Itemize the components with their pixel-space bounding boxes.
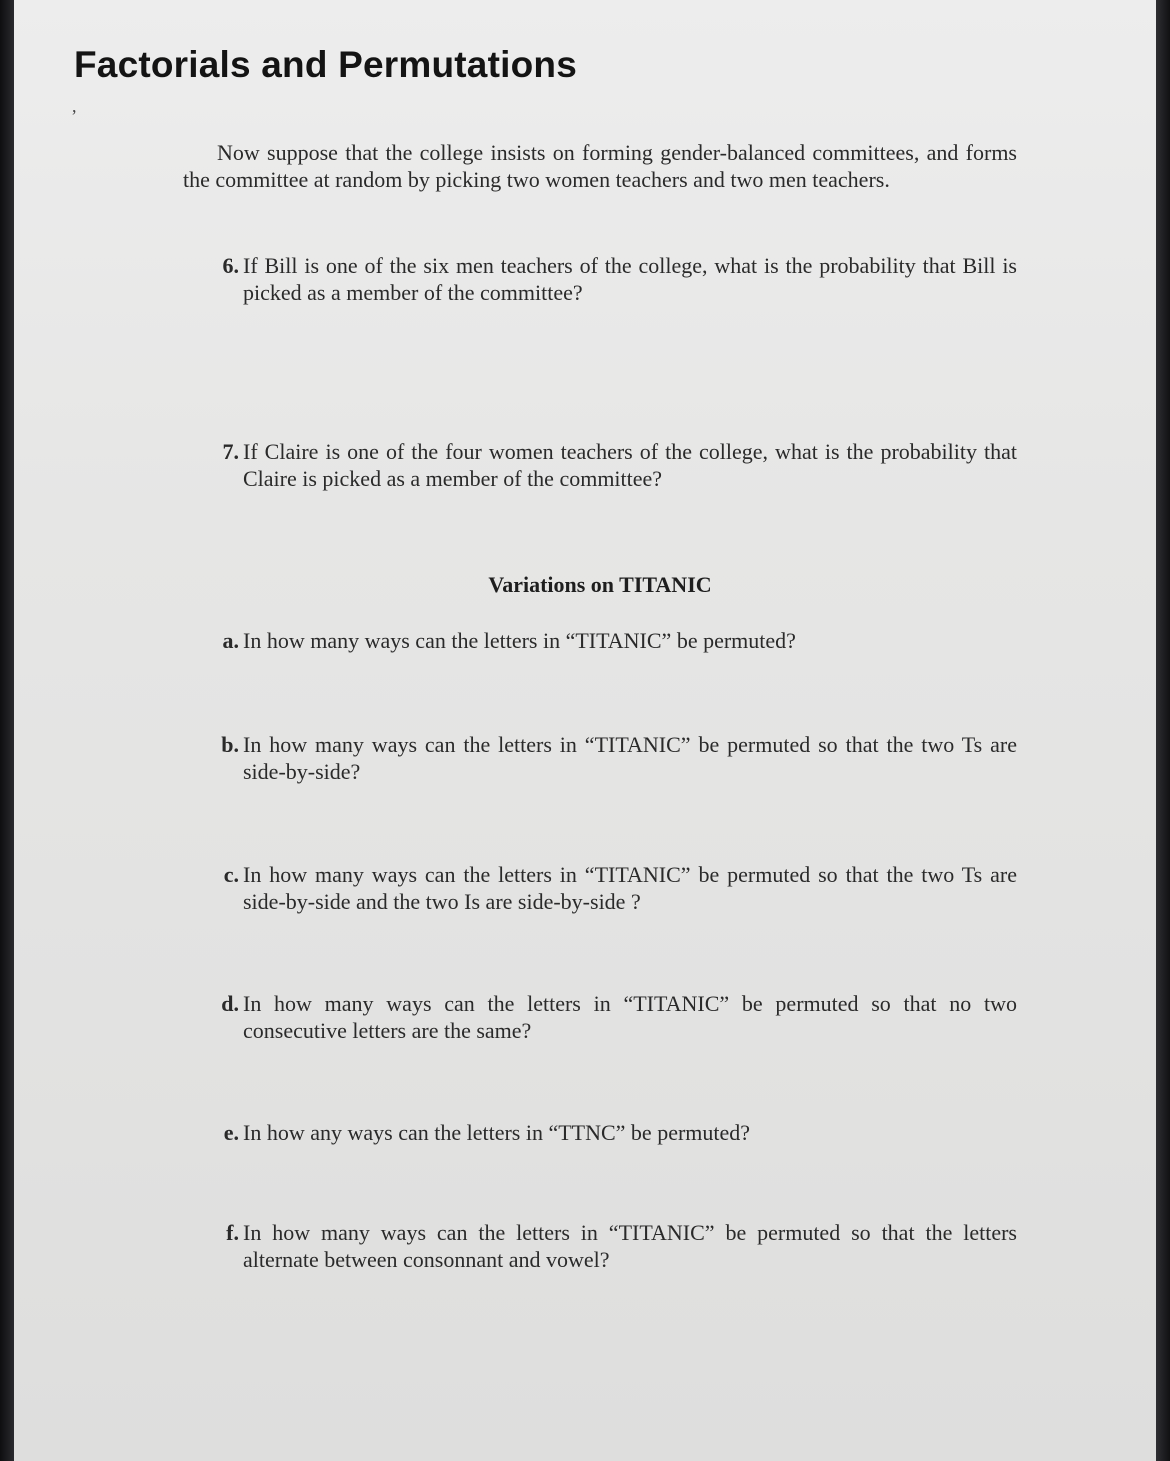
- question-d-text: In how many ways can the letters in “TITANIC” be permuted so that no two consecutive letters are the same?: [243, 991, 1017, 1043]
- question-c-label: c.: [223, 862, 239, 887]
- stray-mark: ,: [72, 96, 77, 116]
- worksheet-page: [14, 0, 1156, 1461]
- question-f-text: In how many ways can the letters in “TITANIC” be permuted so that the letters alternate between consonnant and vowel?: [243, 1220, 1017, 1272]
- left-screen-edge: [0, 0, 14, 1461]
- section-title: Variations on TITANIC: [488, 572, 712, 597]
- question-e-text: In how any ways can the letters in “TTNC” be permuted?: [243, 1120, 751, 1145]
- problem-6-number: 6.: [222, 253, 239, 278]
- question-f-label: f.: [226, 1220, 239, 1245]
- question-a-text: In how many ways can the letters in “TITANIC” be permuted?: [243, 628, 796, 653]
- problem-7-text: If Claire is one of the four women teachers of the college, what is the probability that Claire is picked as a member of the committee?: [243, 439, 1017, 491]
- question-e-label: e.: [223, 1120, 239, 1145]
- question-b-label: b.: [221, 732, 239, 757]
- question-d-label: d.: [221, 991, 239, 1016]
- question-c-text: In how many ways can the letters in “TITANIC” be permuted so that the two Ts are side-by-side and the two Is are side-by-side ?: [243, 862, 1017, 914]
- intro-paragraph: Now suppose that the college insists on forming gender-balanced committees, and forms the committee at random by picking two women teachers and two men teachers.: [183, 140, 1017, 192]
- problem-7-number: 7.: [222, 439, 239, 464]
- question-a-label: a.: [222, 628, 239, 653]
- right-screen-edge: [1156, 0, 1170, 1461]
- page-title: Factorials and Permutations: [74, 44, 577, 85]
- problem-6-text: If Bill is one of the six men teachers of the college, what is the probability that Bill is picked as a member of the committee?: [243, 253, 1017, 305]
- question-b-text: In how many ways can the letters in “TITANIC” be permuted so that the two Ts are side-by-side?: [243, 732, 1017, 784]
